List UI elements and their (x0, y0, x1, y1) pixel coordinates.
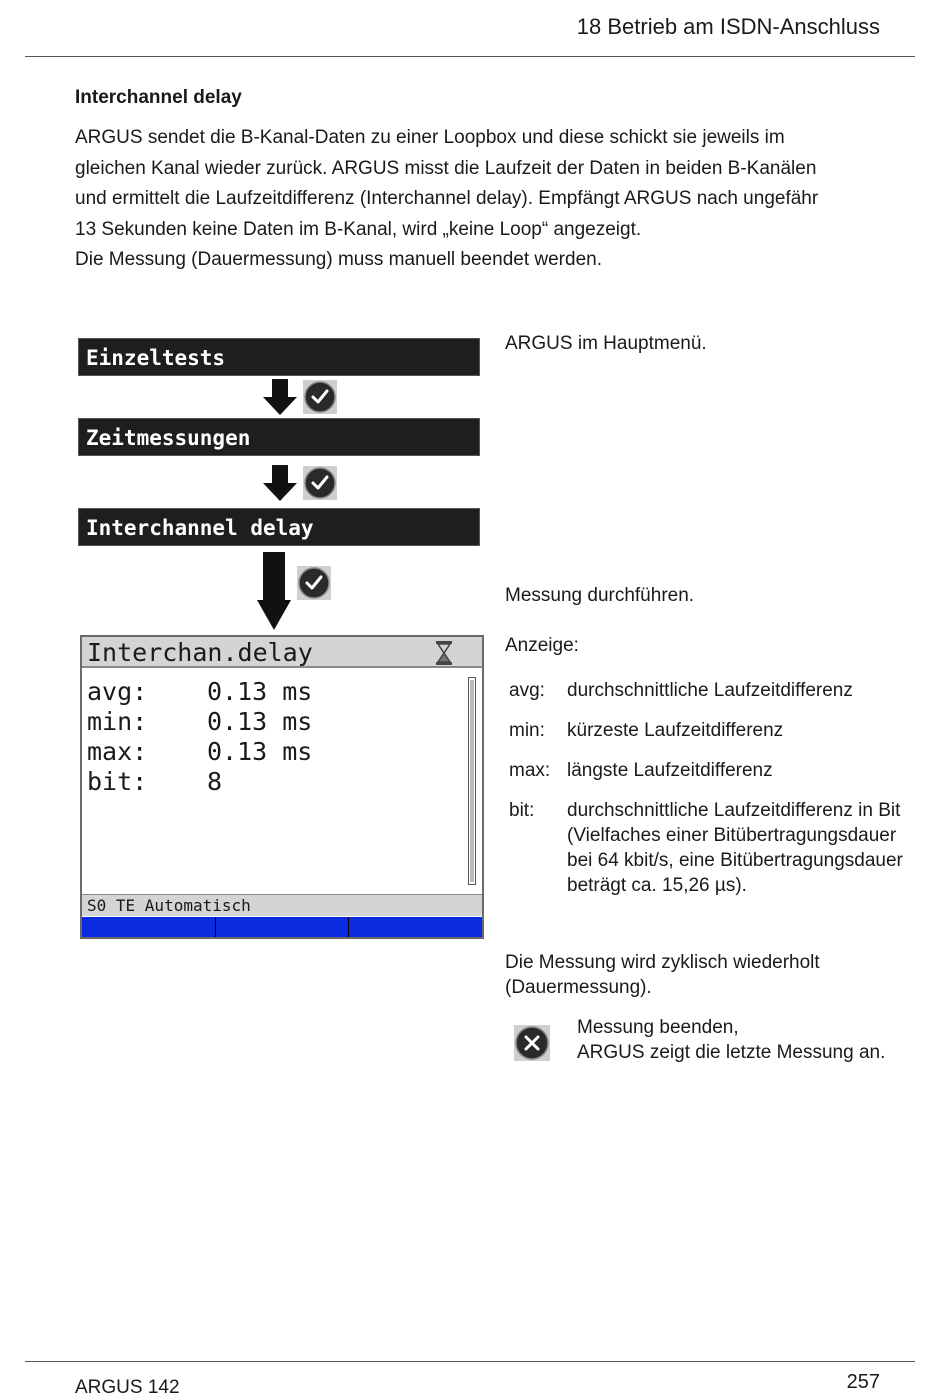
menu-item-zeitmessungen[interactable]: Zeitmessungen (78, 418, 480, 456)
screen-title: Interchan.delay (82, 637, 482, 668)
row-label: min: (87, 707, 148, 736)
row-value: 8 (207, 767, 223, 796)
checkmark-icon[interactable] (303, 380, 337, 414)
intro-line: Die Messung (Dauermessung) muss manuell beendet werden. (75, 249, 602, 270)
end-instructions (577, 1015, 885, 1065)
arrow-down-icon (263, 379, 297, 415)
checkmark-icon[interactable] (297, 566, 331, 600)
row-value: 0.13 ms (207, 737, 313, 766)
page-number: 257 (846, 1371, 880, 1393)
hourglass-icon (434, 641, 454, 665)
definition-row (509, 758, 909, 783)
intro-paragraph (75, 123, 875, 276)
header-rule (25, 56, 915, 57)
scrollbar[interactable] (468, 677, 476, 885)
softkey-bar (82, 917, 482, 937)
screen-row-min (87, 707, 313, 737)
screen-row-avg (87, 677, 313, 707)
step1-note: ARGUS im Hauptmenü. (505, 333, 707, 354)
display-heading: Anzeige: (505, 635, 579, 656)
screen-row-bit (87, 767, 223, 797)
row-label: avg: (87, 677, 148, 706)
definition-list (509, 678, 909, 913)
definition-row (509, 798, 909, 898)
step3-note: Messung durchführen. (505, 585, 695, 606)
intro-line: 13 Sekunden keine Daten im B-Kanal, wird „keine Loop“ angezeigt. (75, 218, 642, 240)
softkey-1[interactable] (82, 917, 216, 937)
screen-row-max (87, 737, 313, 767)
definition-desc: durchschnittliche Laufzeitdifferenz in Bit (Vielfaches einer Bitübertragungsdauer bei 64 kbit/s, eine Bitübertragungsdauer beträgt ca. 15,26 µs). (567, 800, 903, 896)
definition-term: bit: (509, 800, 535, 821)
device-screen (80, 635, 484, 939)
menu-item-interchannel-delay[interactable]: Interchannel delay (78, 508, 480, 546)
footer-product: ARGUS 142 (75, 1377, 180, 1398)
intro-line: und ermittelt die Laufzeitdifferenz (Interchannel delay). Empfängt ARGUS nach ungefähr (75, 188, 819, 209)
arrow-down-icon (257, 552, 291, 630)
intro-line: ARGUS sendet die B-Kanal-Daten zu einer Loopbox und diese schickt sie jeweils im (75, 127, 785, 148)
row-label: bit: (87, 767, 148, 796)
softkey-2[interactable] (216, 917, 350, 937)
section-heading: Interchannel delay (75, 87, 242, 108)
footer-rule (25, 1361, 915, 1362)
definition-desc: längste Laufzeitdifferenz (567, 760, 773, 781)
definition-term: avg: (509, 680, 545, 701)
definition-term: max: (509, 760, 551, 781)
end-line: Messung beenden, (577, 1017, 739, 1038)
intro-line: gleichen Kanal wieder zurück. ARGUS misst die Laufzeit der Daten in beiden B-Kanälen (75, 157, 817, 179)
softkey-3[interactable] (349, 917, 482, 937)
definition-desc: durchschnittliche Laufzeitdifferenz (567, 680, 853, 701)
row-label: max: (87, 737, 148, 766)
definition-row (509, 718, 909, 743)
definition-term: min: (509, 720, 545, 741)
running-header: 18 Betrieb am ISDN-Anschluss (576, 14, 880, 39)
arrow-down-icon (263, 465, 297, 501)
definition-row (509, 678, 909, 703)
repeat-note: Die Messung wird zyklisch wiederholt (Dauermessung). (505, 952, 820, 998)
row-value: 0.13 ms (207, 677, 313, 706)
close-icon[interactable] (514, 1025, 550, 1061)
row-value: 0.13 ms (207, 707, 313, 736)
checkmark-icon[interactable] (303, 466, 337, 500)
menu-item-einzeltests[interactable]: Einzeltests (78, 338, 480, 376)
definition-desc: kürzeste Laufzeitdifferenz (567, 720, 784, 741)
end-line: ARGUS zeigt die letzte Messung an. (577, 1042, 886, 1063)
scrollbar-thumb[interactable] (470, 680, 474, 882)
status-bar: S0 TE Automatisch (82, 894, 482, 916)
screen-values (87, 677, 313, 797)
